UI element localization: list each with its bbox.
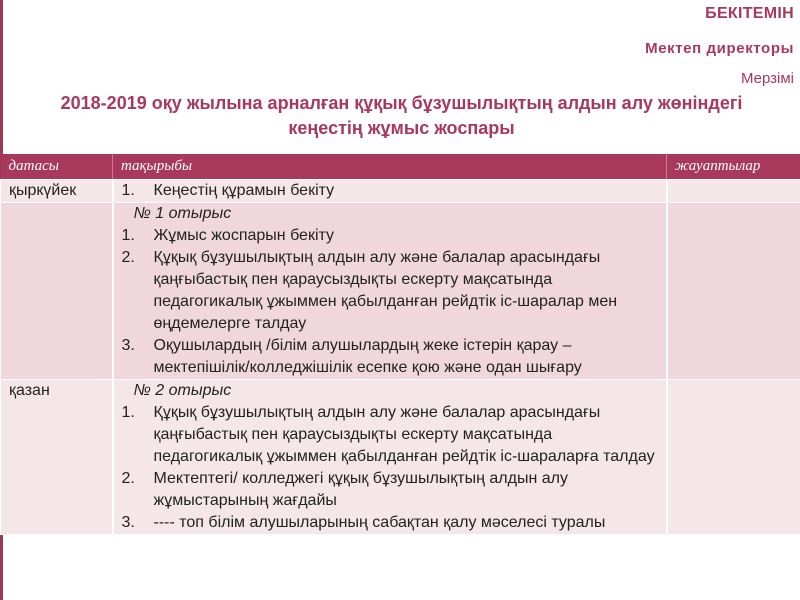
- item-number: 3.: [121, 336, 135, 354]
- header-responsible: жауаптылар: [667, 154, 800, 179]
- approval-block: [645, 4, 794, 89]
- row-responsible: [667, 179, 800, 202]
- row-topic: [113, 202, 667, 379]
- approval-heading: БЕКІТЕМІН: [705, 5, 794, 22]
- agenda-list: [120, 402, 666, 534]
- table-row: [1, 379, 800, 534]
- list-item: [120, 512, 666, 534]
- agenda-list: [120, 180, 666, 202]
- item-number: 2.: [121, 469, 135, 487]
- approval-date-label: Мерзімі: [740, 70, 794, 87]
- row-responsible: [667, 379, 800, 534]
- table-row: [1, 202, 800, 379]
- item-text: Мектептегі/ колледжегі құқық бұзушылықтың алдын алу жұмыстарының жағдайы: [153, 469, 568, 509]
- item-text: ---- топ білім алушыларының сабақтан қалу мәселесі туралы: [153, 513, 606, 531]
- header-date: датасы: [1, 154, 113, 179]
- list-item: [120, 180, 666, 202]
- item-text: Құқық бұзушылықтың алдын алу және балалар арасындағы қаңғыбастық пен қараусыздықты ескерту мақсатында педагогикалық ұжыммен қабылданған рейдтік іс-шараларға талдау: [153, 403, 655, 465]
- row-date: [1, 202, 113, 379]
- topic-content: [114, 180, 666, 202]
- row-responsible: [667, 202, 800, 379]
- list-item: [120, 402, 666, 468]
- list-item: [120, 247, 666, 335]
- plan-table-wrapper: [0, 154, 800, 535]
- item-number: 1.: [121, 181, 135, 199]
- topic-content: [114, 380, 666, 534]
- item-number: 1.: [121, 403, 135, 421]
- item-number: 2.: [121, 248, 135, 266]
- list-item: [120, 468, 666, 512]
- item-text: Кеңестің құрамын бекіту: [153, 181, 335, 199]
- header-topic: тақырыбы: [113, 154, 667, 179]
- plan-table: [0, 154, 800, 535]
- table-header-row: [1, 154, 800, 179]
- row-topic: [113, 179, 667, 202]
- approval-director: Мектеп директоры: [645, 40, 794, 57]
- item-number: 3.: [121, 513, 135, 531]
- row-date: қыркүйек: [1, 179, 113, 202]
- item-text: Оқушылардың /білім алушылардың жеке істерін қарау – мектепішілік/колледжішілік есепке қою және одан шығару: [153, 336, 582, 376]
- list-item: [120, 335, 666, 379]
- agenda-list: [120, 225, 666, 379]
- session-label: № 1 отырыс: [133, 204, 232, 222]
- row-date: қазан: [1, 379, 113, 534]
- document-title: [3, 91, 800, 141]
- session-label: № 2 отырыс: [133, 381, 232, 399]
- item-text: Құқық бұзушылықтың алдын алу және балалар арасындағы қаңғыбастық пен қараусыздықты ескерту мақсатында педагогикалық ұжыммен қабылданған рейдтік іс-шаралар мен өңдемелерге талдау: [153, 248, 618, 332]
- topic-content: [114, 203, 666, 379]
- item-text: Жұмыс жоспарын бекіту: [153, 226, 335, 244]
- table-row: [1, 179, 800, 202]
- row-topic: [113, 379, 667, 534]
- table-body: [1, 179, 800, 534]
- item-number: 1.: [121, 226, 135, 244]
- list-item: [120, 225, 666, 247]
- document-title-line-2: кеңестің жұмыс жоспары: [288, 118, 515, 138]
- document-title-line-1: 2018-2019 оқу жылына арналған құқық бұзушылықтың алдын алу жөніндегі: [60, 93, 743, 113]
